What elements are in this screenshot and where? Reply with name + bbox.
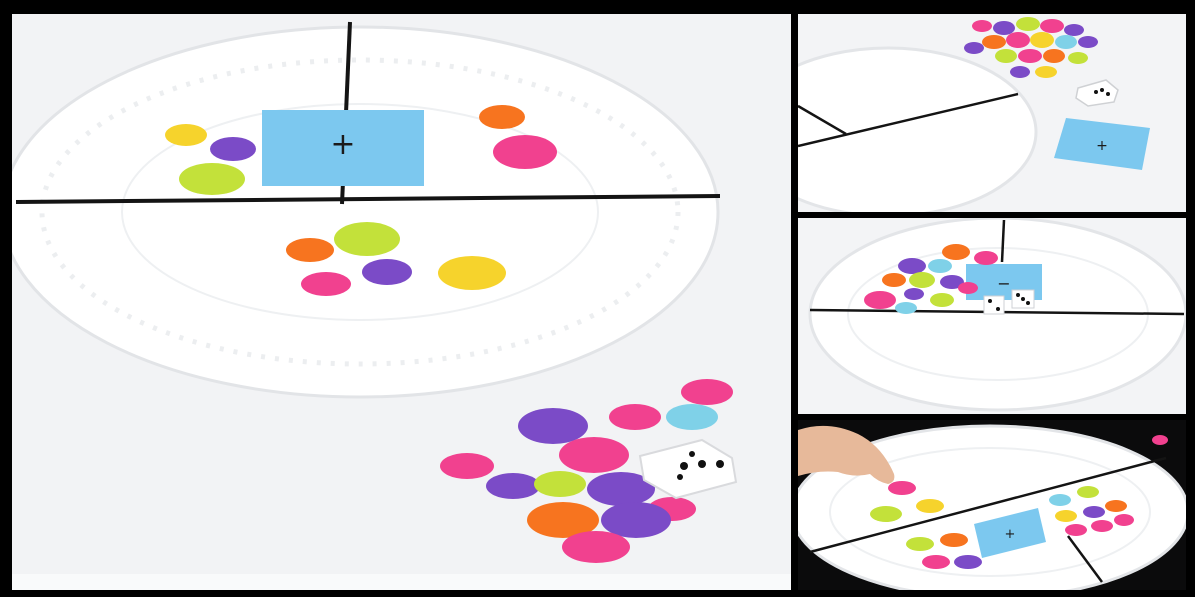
button bbox=[906, 537, 934, 551]
button bbox=[1016, 17, 1040, 31]
button bbox=[972, 20, 992, 32]
button bbox=[864, 291, 896, 309]
button bbox=[666, 404, 718, 430]
button bbox=[438, 256, 506, 290]
button bbox=[1018, 49, 1042, 63]
button bbox=[922, 555, 950, 569]
button bbox=[562, 531, 630, 563]
button bbox=[974, 251, 998, 265]
button bbox=[1040, 19, 1064, 33]
button bbox=[518, 408, 588, 444]
button bbox=[909, 272, 935, 288]
middle-right-scene bbox=[798, 218, 1186, 414]
button bbox=[895, 302, 917, 314]
button bbox=[559, 437, 629, 473]
button bbox=[165, 124, 207, 146]
button bbox=[904, 288, 924, 300]
button bbox=[1114, 514, 1134, 526]
main-photo bbox=[12, 14, 791, 590]
paper-plate bbox=[12, 27, 718, 397]
main-scene bbox=[12, 14, 791, 590]
button bbox=[958, 282, 978, 294]
button bbox=[601, 502, 671, 538]
button bbox=[870, 506, 902, 522]
button bbox=[362, 259, 412, 285]
button bbox=[882, 273, 906, 287]
button bbox=[1049, 494, 1071, 506]
button bbox=[440, 453, 494, 479]
button bbox=[993, 21, 1015, 35]
button bbox=[1064, 24, 1084, 36]
button bbox=[930, 293, 954, 307]
button bbox=[954, 555, 982, 569]
operator-card-label: − bbox=[997, 274, 1011, 293]
button bbox=[479, 105, 525, 129]
button bbox=[210, 137, 256, 161]
button bbox=[1055, 35, 1077, 49]
button bbox=[1065, 524, 1087, 536]
bottom-right-photo bbox=[798, 420, 1186, 590]
button bbox=[888, 481, 916, 495]
button bbox=[1091, 520, 1113, 532]
button bbox=[1078, 36, 1098, 48]
button bbox=[534, 471, 586, 497]
button bbox=[486, 473, 540, 499]
button bbox=[898, 258, 926, 274]
button bbox=[942, 244, 970, 260]
button bbox=[609, 404, 661, 430]
button bbox=[179, 163, 245, 195]
top-right-photo bbox=[798, 14, 1186, 212]
button bbox=[1035, 66, 1057, 78]
button bbox=[1010, 66, 1030, 78]
button bbox=[1043, 49, 1065, 63]
button bbox=[493, 135, 557, 169]
button bbox=[286, 238, 334, 262]
button bbox=[1030, 32, 1054, 48]
button bbox=[940, 533, 968, 547]
button bbox=[916, 499, 944, 513]
operator-card-label: + bbox=[1004, 527, 1016, 542]
button bbox=[334, 222, 400, 256]
top-right-scene bbox=[798, 14, 1186, 212]
operator-card-label: + bbox=[330, 127, 356, 162]
button bbox=[964, 42, 984, 54]
button bbox=[1068, 52, 1088, 64]
button bbox=[1083, 506, 1105, 518]
middle-right-photo bbox=[798, 218, 1186, 414]
button bbox=[995, 49, 1017, 63]
button bbox=[1055, 510, 1077, 522]
button bbox=[982, 35, 1006, 49]
button bbox=[928, 259, 952, 273]
operator-card bbox=[262, 110, 424, 186]
bottom-right-scene bbox=[798, 420, 1186, 590]
button bbox=[1152, 435, 1168, 445]
operator-card-label: + bbox=[1096, 138, 1108, 154]
button bbox=[1077, 486, 1099, 498]
button bbox=[1006, 32, 1030, 48]
button bbox=[681, 379, 733, 405]
button bbox=[1105, 500, 1127, 512]
button bbox=[301, 272, 351, 296]
